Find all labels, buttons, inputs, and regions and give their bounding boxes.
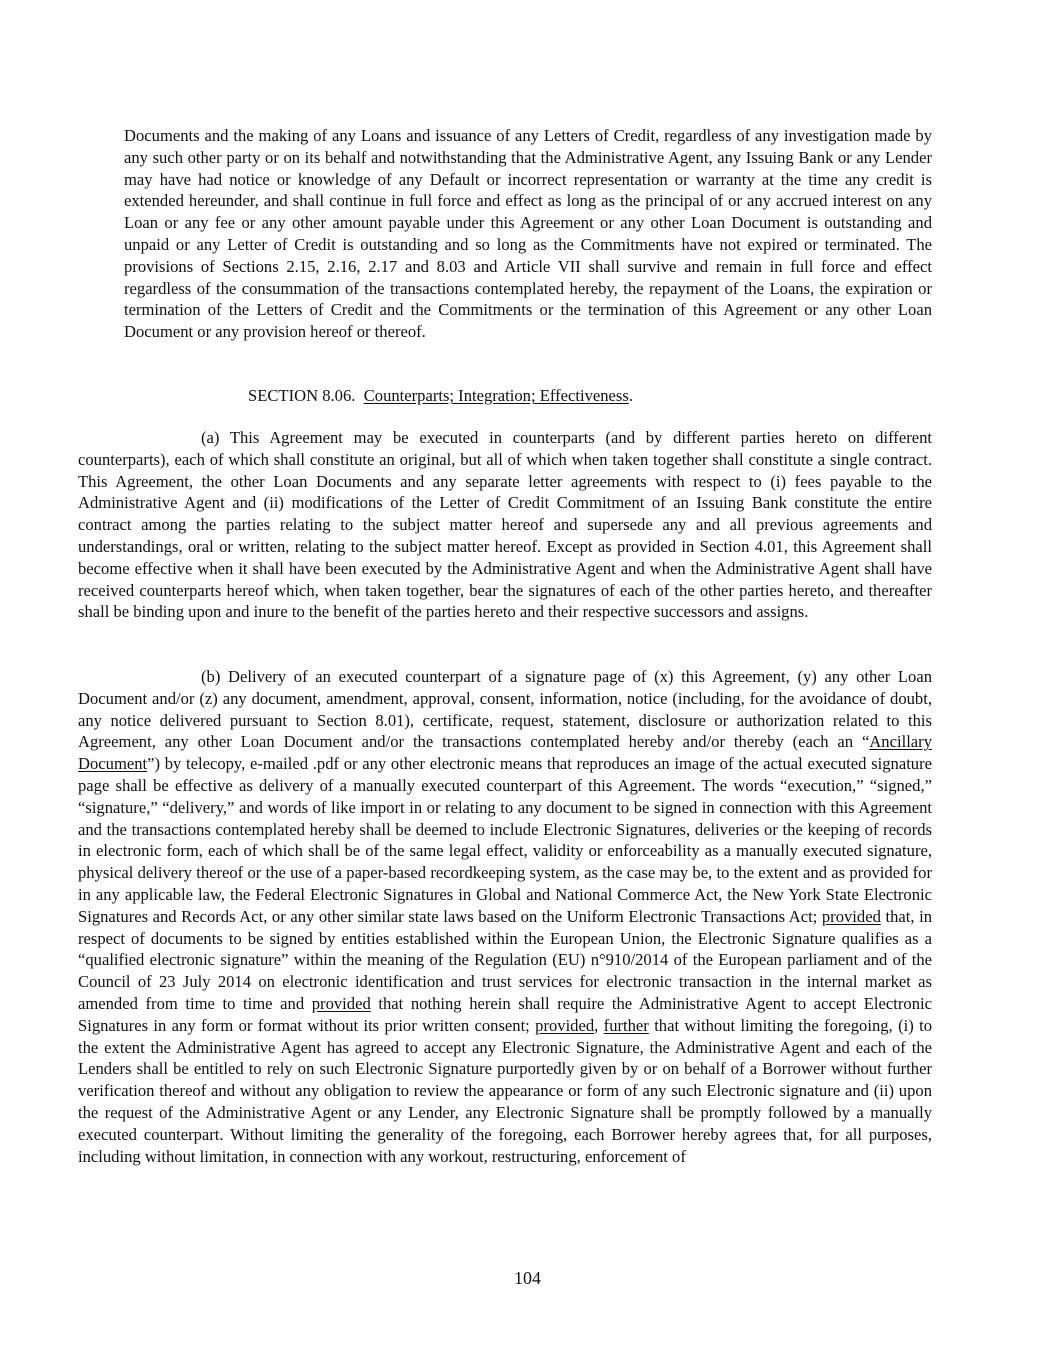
section-number: SECTION 8.06. — [248, 386, 356, 405]
section-heading — [248, 385, 848, 407]
page-number: 104 — [514, 1268, 541, 1288]
paragraph-b-comma: , — [594, 1015, 604, 1035]
provided-term: provided — [311, 993, 371, 1013]
paragraph-b — [78, 666, 932, 1167]
provided-term: provided — [821, 906, 881, 926]
paragraph-b-part2: ”) by telecopy, e-mailed .pdf or any other electronic means that reproduces an image of the actual executed signature page shall be effective as delivery of a manually executed counterpart of this Agreement. The words “execution,” “signed,” “signature,” “delivery,” and words of like import in or relating to any document to be signed in connection with this Agreement and the transactions contemplated hereby shall be deemed to include Electronic Signatures, deliveries or the keeping of records in electronic form, each of which shall be of the same legal effect, validity or enforceability as a manually executed signature, physical delivery thereof or the use of a paper-based recordkeeping system, as the case may be, to the extent and as provided for in any applicable law, the Federal Electronic Signatures in Global and National Commerce Act, the New York State Electronic Signatures and Records Act, or any other similar state laws based on the Uniform Electronic Transactions Act; — [78, 754, 932, 926]
paragraph-b-part1: (b) Delivery of an executed counterpart of a signature page of (x) this Agreement, (y) any other Loan Document and/or (z) any document, amendment, approval, consent, information, notice (including, for the avoidance of doubt, any notice delivered pursuant to Section 8.01), certificate, request, statement, disclosure or authorization related to this Agreement, any other Loan Document and/or the transactions contemplated hereby and/or thereby (each an “ — [78, 667, 932, 752]
paragraph-b-part3: that, in respect of documents to be signed by entities established within the European Union, the Electronic Signature qualifies as a “qualified electronic signature” within the meaning of the Regulation (EU) n°910/2014 of the European parliament and of the Council of 23 July 2014 on electronic identification and trust services for electronic transaction in the internal market as amended from time to time and — [78, 906, 932, 1013]
paragraph-a: (a) This Agreement may be executed in counterparts (and by different parties hereto on different counterparts), each of which shall constitute an original, but all of which when taken together shall constitute a single contract. This Agreement, the other Loan Documents and any separate letter agreements with respect to (i) fees payable to the Administrative Agent and (ii) modifications of the Letter of Credit Commitment of an Issuing Bank constitute the entire contract among the parties relating to the subject matter hereof and supersede any and all previous agreements and understandings, oral or written, relating to the subject matter hereof. Except as provided in Section 4.01, this Agreement shall become effective when it shall have been executed by the Administrative Agent and when the Administrative Agent shall have received counterparts hereof which, when taken together, bear the signatures of each of the other parties hereto, and thereafter shall be binding upon and inure to the benefit of the parties hereto and their respective successors and assigns. — [78, 428, 932, 622]
paragraph-b-part4: that nothing herein shall require the Administrative Agent to accept Electronic Signatures in any form or format without its prior written consent; — [78, 993, 932, 1035]
paragraph-b-part5: that without limiting the foregoing, (i) to the extent the Administrative Agent has agreed to accept any Electronic Signature, the Administrative Agent and each of the Lenders shall be entitled to rely on such Electronic Signature purportedly given by or on behalf of a Borrower without further verification thereof and without any obligation to review the appearance or form of any such Electronic signature and (ii) upon the request of the Administrative Agent or any Lender, any Electronic Signature shall be promptly followed by a manually executed counterpart. Without limiting the generality of the foregoing, each Borrower hereby agrees that, for all purposes, including without limitation, in connection with any workout, restructuring, enforcement of — [78, 1015, 932, 1166]
further-term: further — [603, 1015, 649, 1035]
provided-term: provided — [535, 1015, 595, 1035]
defined-term-ancillary-document: Ancillary Document — [78, 732, 932, 774]
section-title: Counterparts; Integration; Effectiveness — [363, 386, 629, 405]
section-title-suffix: . — [628, 386, 633, 405]
continuation-paragraph: Documents and the making of any Loans and issuance of any Letters of Credit, regardless of any investigation made by any such other party or on its behalf and notwithstanding that the Administrative Agent, any Issuing Bank or any Lender may have had notice or knowledge of any Default or incorrect representation or warranty at the time any credit is extended hereunder, and shall continue in full force and effect as long as the principal of or any accrued interest on any Loan or any fee or any other amount payable under this Agreement or any other Loan Document is outstanding and unpaid or any Letter of Credit is outstanding and so long as the Commitments have not expired or terminated. The provisions of Sections 2.15, 2.16, 2.17 and 8.03 and Article VII shall survive and remain in full force and effect regardless of the consummation of the transactions contemplated hereby, the repayment of the Loans, the expiration or termination of the Letters of Credit and the Commitments or the termination of this Agreement or any other Loan Document or any provision hereof or thereof. — [124, 126, 932, 342]
